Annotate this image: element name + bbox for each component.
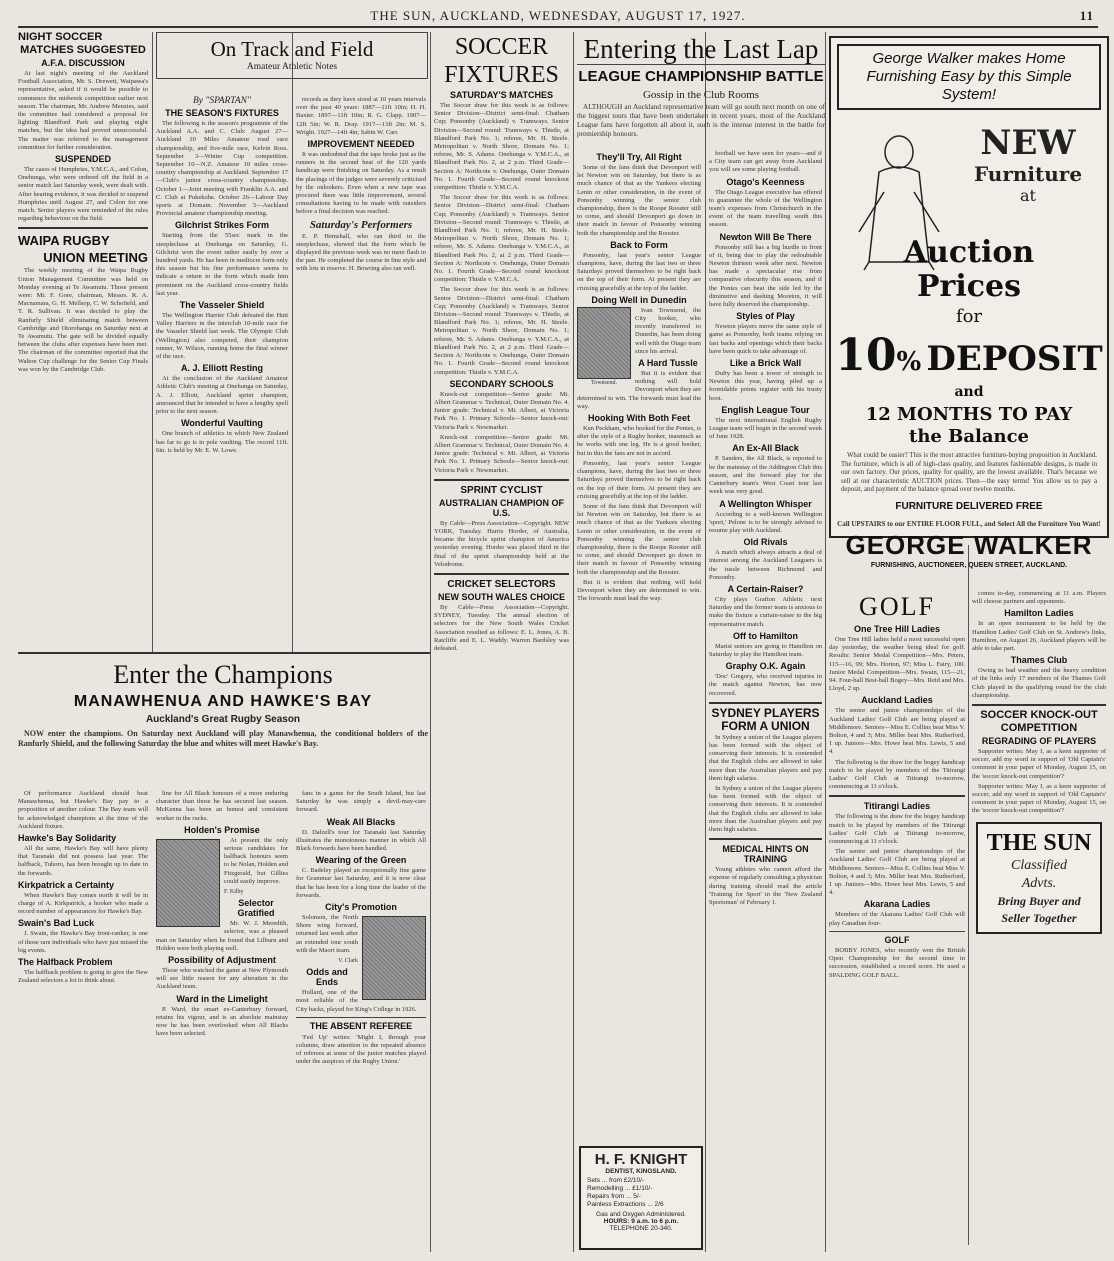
article-body: Ponsonby still has a big hurdle in front of it, being due to play the redoubtable Newton thirteen week after next. Newton has made a spectacular rise from comparative obscurity this season, and if the Ponies can beat the side led by the diminutive and dashing Moreton, it will have fully deserved the championship. bbox=[709, 243, 822, 309]
player-photo bbox=[577, 307, 631, 379]
divider bbox=[18, 652, 430, 654]
article-body: Members of the Akarana Ladies' Golf Club will play Canadian four- bbox=[829, 911, 965, 927]
article-body: J. Swain, the Hawke's Bay front-ranker, is one of those rare individuals who have just missed the big events. bbox=[18, 930, 148, 954]
ad-balance: the Balance bbox=[909, 426, 1029, 447]
subhead: Graphy O.K. Again bbox=[725, 661, 806, 672]
article-body: E. P. Hemshall, who ran third in the steeplechase, showed that the form which he displayed the previous week was no mere flash in the pan. He completed the course in fine style and with lots in reserve. H. Bowring also ran well. bbox=[296, 232, 426, 273]
article-body: In Sydney a union of the League players has been formed with the object of conserving their interests. It is contended that the English clubs are allowed to take more than the Australian players and pay them high salaries. bbox=[709, 784, 822, 833]
ad-text: TELEPHONE 20-340. bbox=[609, 1225, 673, 1232]
subhead: Gilchrist Strikes Form bbox=[174, 220, 270, 231]
subhead: English League Tour bbox=[721, 404, 810, 415]
headline: FORM A UNION bbox=[721, 718, 810, 733]
article-body: comes to-day, commencing at 11 a.m. Players will choose partners and opponents. bbox=[972, 590, 1106, 606]
subhead: One Tree Hill Ladies bbox=[853, 624, 941, 634]
subhead: City's Promotion bbox=[325, 902, 397, 913]
subhead: Gossip in the Club Rooms bbox=[642, 89, 760, 101]
subhead: Wonderful Vaulting bbox=[181, 418, 263, 429]
article-body: Young athletes who cannot afford the expense of regularly consulting a physician during training should read the article 'Training for Sport' in the 'New Zealand Sportsman' of February 1. bbox=[709, 866, 822, 906]
divider bbox=[434, 573, 569, 575]
masthead-title: THE SUN, AUCKLAND, WEDNESDAY, AUGUST 17, 1927. bbox=[370, 8, 746, 23]
article-body: Some of the fans think that Devonport will let Newton win on Saturday, but there is as much chance of that as the Yankees electing Lenin or other consideration, in the event of Ponsonby winning the senior club championship, there is the Roope Rooster still to come, and should Devonport go down in their match in favour of Ponsonby winning both the championship and the Rooster. bbox=[577, 164, 701, 237]
ad-foot: FURNISHING, AUCTIONEER, QUEEN STREET, AUCKLAND. bbox=[870, 562, 1068, 570]
ad-title: H. F. KNIGHT bbox=[594, 1151, 688, 1168]
page-number: 11 bbox=[1079, 8, 1094, 23]
subhead: Saturday's Performers bbox=[309, 218, 413, 231]
player-photo bbox=[156, 839, 220, 927]
article-body: The Soccer draw for this week is as follows: Senior Division—District semi-final: Chatham Cup; Ponsonby (Auckland) v. Tramways. Senior Division—Second round: Tramways v. Thistle, at Blandford Park No. 1; referee, Mr. H. Steele. Metropolitan v. North Shore, Domain No. 1; referee, Mr. S. Adams. Onehunga v. Y.M.C.A., at Blandford Park No. 2, at 2 p.m. Third Grade—Section A: Northcote v. Onehunga, Outer Domain No. 1. Fourth Grade—Second round knockout competition: Thistle v. Y.M.C.A. bbox=[434, 102, 569, 192]
photo-caption: Townsend. bbox=[590, 379, 618, 386]
article-body: One branch of athletics in which New Zealand has far to go is in pole vaulting. The record 11ft. 6in. is held by Mr. E. W. Lowe. bbox=[156, 430, 288, 454]
subhead: Kirkpatrick a Certainty bbox=[18, 879, 115, 890]
headline: Enter the Champions bbox=[113, 660, 333, 689]
article-body: Solomon, the North Shore wing forward, returned last week after an extended tour south with the Maori team. bbox=[296, 914, 358, 954]
subhead: Back to Form bbox=[610, 239, 668, 250]
subhead: A Wellington Whisper bbox=[719, 498, 812, 509]
article-body: D. Dalzell's tour for Taranaki last Saturday illustrates the monotonous manner in which All Black forwards have been handled. bbox=[296, 828, 426, 853]
headline: NIGHT SOCCER bbox=[18, 31, 103, 43]
player-photo bbox=[362, 916, 426, 1000]
track-field-col-b bbox=[296, 96, 426, 620]
subhead: Hamilton Ladies bbox=[1004, 608, 1074, 619]
headline-box bbox=[156, 32, 428, 79]
article-body: The Otago League executive has offered to guarantee the whole of the Wellington team's expenses from Christchurch in the event of the team travelling south this season. bbox=[709, 188, 822, 229]
sun-classified-ad: THE SUN Classified Advts. Bring Buyer and Seller Together bbox=[976, 822, 1102, 934]
article-body: 'Fed Up' writes: 'Might I, through your columns, draw attention to the repeated absence of referees at some of the junior matches played under the auspices of the Rugby Union.' bbox=[296, 1033, 426, 1066]
masthead bbox=[18, 6, 1098, 28]
article-body: 'Doc' Gregory, who received injuries in the match against Newton, has now recovered. bbox=[709, 673, 822, 697]
ad-call: Call UPSTAIRS to our ENTIRE FLOOR FULL, and Select All the Furniture You Want! bbox=[837, 520, 1101, 528]
divider bbox=[296, 1017, 426, 1018]
champions-col-b bbox=[156, 790, 288, 1250]
article-body: At last night's meeting of the Auckland Football Association, Mr. S. Drewett, Waipawa's representative, asked if it would be possible to commence the midweek competition earlier next season. The chairman, Mr. Andrew Menzies, said the committee had considered a proposal for lighting Blandford Park and playing night matches, but the idea had proved unsuccessful. The matter was referred to the management committee for further consideration. bbox=[18, 70, 148, 151]
subhead: Hooking With Both Feet bbox=[588, 413, 690, 424]
article-body: In Sydney a union of the League players has been formed with the object of conserving their interests. It is contended that the English clubs are allowed to take more than the Australian players and pay them high salaries. bbox=[709, 733, 822, 782]
column-rule bbox=[968, 545, 969, 1245]
subhead: Titirangi Ladies bbox=[863, 801, 931, 812]
subhead: Otago's Keenness bbox=[726, 176, 805, 187]
article-body: Knock-out competition—Senior grade: Mt. Albert Grammar v. Technical, Outer Domain No. 4. Junior grade: Technical v. Mt. Albert, at Victoria Park No. 1. Primary Schools—Senior knock-out: Victoria Park v. Newmarket. bbox=[434, 390, 569, 431]
ad-deposit-line: 10% DEPOSIT bbox=[835, 330, 1103, 381]
subhead: SUSPENDED bbox=[54, 154, 111, 165]
article-body: At the conclusion of the Auckland Amateur Athletic Club's meeting at Onehunga on Saturday, A. J. Elliott, Auckland sprint champion, announced that he intended to have a lengthy spell prior to the next season. bbox=[156, 375, 288, 416]
champions-col-c bbox=[296, 790, 426, 1250]
subhead: A Certain-Raiser? bbox=[727, 583, 804, 594]
divider bbox=[709, 702, 822, 704]
article-body: All the same, Hawke's Bay will have plenty that Taranaki did not possess last year. The halfback, Tuhoro, has been brought up to date in the forwards. bbox=[18, 845, 148, 877]
lead-paragraph: ALTHOUGH an Auckland representative team will go south next month on one of the biggest tours that have been undertaken in recent years, most of the Auckland League fans have forgotten all about it, such is the intense interest in the battle for premiership honours. bbox=[577, 103, 825, 138]
article-body: Marist seniors are going to Hamilton on Saturday to play the Hamilton team. bbox=[709, 642, 822, 658]
subhead: IMPROVEMENT NEEDED bbox=[307, 139, 415, 150]
article-body: The following is the draw for the bogey handicap match to be played by members of the Titirangi Ladies' Golf Club at Titirangi to-morrow, commencing at 11 o'clock. bbox=[829, 758, 965, 791]
lead-paragraph: NOW enter the champions. On Saturday next Auckland will play Manawhenua, the conditional holders of the Ranfurly Shield, and the following Saturday the blue and whites will meet Hawke's Bay. bbox=[18, 729, 428, 748]
subhead: Auckland's Great Rugby Season bbox=[145, 714, 301, 725]
champions-col-a bbox=[18, 790, 148, 1250]
article-body: Those who watched the game at New Plymouth will see little reason for any alteration in the Auckland team. bbox=[156, 967, 288, 991]
headline: SPRINT CYCLIST bbox=[460, 484, 543, 496]
article-body: But it is evident that nothing will hold Devonport when they are determined to win. The forwards must lead the way. bbox=[577, 578, 701, 603]
golf-col-b bbox=[972, 590, 1106, 1245]
subhead: Akarana Ladies bbox=[863, 899, 931, 910]
photo-caption: F. Kilby bbox=[224, 889, 244, 896]
article-body: Some of the fans think that Devonport will let Newton win on Saturday, but there is as much chance of that as the Yankees electing Lenin or other consideration, in the event of Ponsonby winning the senior club championship, there is the Roope Rooster still to come, and should Devonport go down in their match in favour of Ponsonby winning both the championship and the Rooster. bbox=[577, 502, 701, 576]
dentist-ad bbox=[579, 1146, 703, 1250]
subhead: A Hard Tussle bbox=[638, 358, 698, 369]
article-body: Of performance Auckland should beat Manawhenua, but Hawke's Bay pay to a proposition of another colour. The Bay team will be acknowledged champions at the time of the Auckland fixture. bbox=[18, 790, 148, 830]
subhead: Thames Club bbox=[1010, 655, 1068, 666]
article-body: The Wellington Harrier Club defeated the Hutt Valley Harriers in the interclub 10-mile race for the Vasseler Shield last week. The Olympic Club (Wellington) also competed, their champion runner, W. Wilson, running home the final winner of the race. bbox=[156, 312, 288, 361]
ad-months: 12 MONTHS TO PAY bbox=[865, 404, 1073, 425]
article-body: At present the only serious candidates for halfback honours seem to be Nolan, Holden and Fitzgerald, but Gillies could easily improve. bbox=[224, 836, 288, 885]
headline: MATCHES SUGGESTED bbox=[20, 44, 146, 56]
article-body: The weekly meeting of the Waipa Rugby Union Management Committee was held on Monday evening at Te Awamutu. Those present were: Mr. F. Gore, chairman, Messrs. R. A. Macnamara, G. H. Mellsop, C. W. Schofield, and T. R. Sullivan. It was decided to play the Ranfurly Shield eliminating match between Cambridge and Otorohanga on Saturday next at Te Awamutu. The gate will be divided equally between the clubs after expenses have been met. The chairman of the committee reported that the Walton Cup challenge for the Senior Cup Finals was won by the Cambridge Club. bbox=[18, 267, 148, 373]
article-body: Newton players move the same style of game as Ponsonby, both teams relying on fast backs and openings which their backs have been quick to take advantage of. bbox=[709, 323, 822, 355]
article-body: Supporter writes: May I, as a keen supporter of soccer, add my word in support of 'Old Captain's' comment in your paper of Monday, August 15, on the 'soccer knock-out competition'? bbox=[972, 748, 1106, 780]
photo-caption: V. Clark bbox=[338, 958, 358, 965]
article-body: In an open tournament to be held by the Hamilton Ladies' Golf Club on St. Andrew's links, Hamilton, on August 26, Auckland players will be able to take part. bbox=[972, 620, 1106, 653]
subhead: A. J. Elliott Resting bbox=[180, 363, 263, 374]
subhead: Off to Hamilton bbox=[733, 630, 798, 641]
ad-delivered: FURNITURE DELIVERED FREE bbox=[895, 501, 1043, 512]
subhead: Auckland Ladies bbox=[861, 695, 933, 706]
subhead: Possibility of Adjustment bbox=[168, 955, 276, 966]
ad-prices: Prices bbox=[916, 269, 1021, 304]
night-soccer-column bbox=[18, 32, 148, 650]
headline: GOLF bbox=[859, 592, 935, 621]
subhead: SATURDAY'S MATCHES bbox=[450, 90, 553, 100]
headline: Entering the Last Lap bbox=[577, 34, 825, 65]
divider bbox=[829, 795, 965, 797]
article-body: The following is the draw for the bogey handicap match to be played by members of the Titirangi Ladies' Golf Club at Titirangi to-morrow, commencing at 11 o'clock. bbox=[829, 813, 965, 846]
article-body: P. Ward, the smart ex-Canterbury forward, retains his vigour, and is an absolute mainstay now he has been overlooked when All Blacks have been selected. bbox=[156, 1005, 288, 1038]
headline: MANAWHENUA AND HAWKE'S BAY bbox=[73, 693, 373, 710]
divider bbox=[709, 838, 822, 840]
champions-header bbox=[18, 658, 428, 788]
george-walker-ad bbox=[829, 36, 1109, 538]
article-body: But it is evident that nothing will hold Devonport when they are determined to win. The forwards must lead the way. bbox=[577, 370, 701, 410]
ad-body: What could be easier? This is the most attractive furniture-buying proposition in Auckland. The furniture, which is all of high-class quality, and features fashionable designs, is made in our own factory. Our prices, quality for quality, are the lowest available. That's because we sell at our characteristic AUCTION prices. Then—the easy terms! You allow us to pay a deposit, and payment of the balance spread over twelve months. bbox=[841, 452, 1097, 493]
subhead: Weak All Blacks bbox=[326, 816, 396, 827]
article-body: The following is the season's programme of the Auckland A.A. and C. Club: August 27—Auckland 10 Miles Amateur road race championship, and five-mile race, Kelvin Ross. September 3—Winter Cup competition. September 10—N.Z. Amateur 10 miles cross-country championship at Auckland. September 17—Club's junior cross-country championship. October 1—Joint meeting with Franklin A.A. and C. Club at Pukekohe. October 26—Labour Day sports at Domain. November 5—Auckland Provincial amateur championship meeting. bbox=[156, 120, 288, 218]
subhead: Holden's Promise bbox=[184, 824, 260, 835]
headline: SYDNEY PLAYERS bbox=[711, 705, 820, 720]
article-body: The cases of Humphries, Y.M.C.A., and Colon, Onehunga, who were ordered off the field in a senior match last Saturday week, were dealt with. After hearing evidence, it was decided to suspend Humphries until August 27, and Colon for one match. Senior players were reminded of the rules regarding behaviour on the field. bbox=[18, 166, 148, 223]
ad-tagline: George Walker makes Home Furnishing Easy by this Simple System! bbox=[837, 44, 1101, 110]
divider bbox=[972, 704, 1106, 706]
subhead: REGRADING OF PLAYERS bbox=[981, 736, 1097, 747]
article-body: records as they have stood at 10 years intervals over the past 40 years: 1887—11ft 10in; H. H. Baxter. 1897—11ft 10in; R. G. Clapp. 1907—12ft 5in; W. R. Dray. 1917—13ft 2in; M. S. Wright. 1927—14ft 4in; Sabin W. Carr. bbox=[296, 96, 426, 136]
article-body: Knock-out competition—Senior grade: Mt. Albert Grammar v. Technical, Outer Domain No. 4. Junior grade: Technical v. Mt. Albert, at Victoria Park No. 1. Primary Schools—Senior knock-out: Victoria Park v. Newmarket. bbox=[434, 433, 569, 474]
article-body: Ponsonby, last year's senior League champions, have, during the last two or three Saturdays proved themselves to be right back on the top of their form. At present they are cruising gracefully at the top of the ladder. bbox=[577, 251, 701, 292]
headline: LEAGUE CHAMPIONSHIP BATTLE bbox=[578, 68, 824, 85]
ad-for: for bbox=[955, 306, 983, 327]
subhead: Styles of Play bbox=[736, 311, 795, 322]
article-body: football we have seen for years—and if a City team can get away from Auckland you will see some playing football. bbox=[709, 150, 822, 174]
subhead: A.F.A. DISCUSSION bbox=[41, 58, 125, 68]
column-rule bbox=[430, 32, 431, 1252]
ad-prices: Sets ... from £2/10/- Remodelling ... £1/10/- Repairs from ... 5/- Painless Extractions ... 2/6 bbox=[587, 1177, 664, 1208]
article-body: By Cable—Press Association—Copyright. SYDNEY, Tuesday. The annual election of selectors for the New South Wales Cricket Association resulted as follows: E. L. Jones, A. B. Ratcliffe and E. L. Waddy. Warren Bardsley was defeated. bbox=[434, 603, 569, 652]
george-walker-ad-bottom bbox=[829, 520, 1109, 571]
subhead: Amateur Athletic Notes bbox=[246, 62, 338, 72]
article-body: One Tree Hill ladies held a most successful open day yesterday, the weather being ideal for golf. Results: Senior Medal Competition—Mrs. Peters, 115—16, 99; Mrs. Horton, 97; Miss L. Fairy, 100. Junior Medal Competition—Mrs. Swain, 115—21, 94. Four-ball Best-ball Bogey—Mrs. Reid and Mrs. Lloyd, 2 up. bbox=[829, 636, 965, 693]
subhead: THE SEASON'S FIXTURES bbox=[165, 108, 279, 118]
column-rule bbox=[825, 32, 826, 1252]
subhead: NEW SOUTH WALES CHOICE bbox=[437, 591, 565, 602]
subhead: AUSTRALIAN CHAMPION OF U.S. bbox=[439, 497, 564, 518]
divider bbox=[829, 931, 965, 932]
article-body: Hollard, one of the most reliable of the City backs, played for King's College in 1926. bbox=[296, 989, 417, 1013]
article-body: BOBBY JONES, who recently won the British Open Championship for the second time in succession, established a record score. He used a SPALDING GOLF BALL. bbox=[829, 946, 965, 979]
subhead: Odds and Ends bbox=[306, 967, 348, 988]
article-body: Ivan Townsend, the City hooker, who recently transferred to Dunedin, has been doing well with the Otago team since his arrival. bbox=[635, 306, 701, 355]
subhead: Old Rivals bbox=[743, 537, 788, 548]
article-body: line for All Black honours of a more enduring character than those he has secured last season. McKenna has been an honest and consistent worker in the rucks. bbox=[156, 790, 288, 822]
subhead: Hawke's Bay Solidarity bbox=[18, 833, 117, 844]
headline: SOCCER KNOCK-OUT bbox=[980, 709, 1098, 722]
ad-name: GEORGE WALKER bbox=[845, 530, 1093, 561]
byline: By "SPARTAN" bbox=[192, 96, 252, 106]
headline: UNION MEETING bbox=[43, 250, 148, 266]
subhead: Like a Brick Wall bbox=[729, 358, 802, 369]
ad-subtitle: DENTIST, KINGSLAND. bbox=[605, 1168, 677, 1175]
golf-col-a bbox=[829, 590, 965, 1245]
ad-text: HOURS: 9 a.m. to 6 p.m. bbox=[603, 1218, 679, 1225]
subhead: They'll Try, All Right bbox=[596, 152, 682, 162]
last-lap-col-a bbox=[577, 150, 701, 1250]
subhead: The Vasseler Shield bbox=[179, 300, 265, 311]
divider bbox=[18, 227, 148, 229]
article-body: A match which always attracts a deal of interest among the Auckland Leaguers is the tussle between Richmond and Ponsonby. bbox=[709, 549, 822, 581]
article-body: When Hawke's Bay comes north it will be in charge of A. Kirkpatrick, a hooker who made a record number of appearances for Hawke's Bay. bbox=[18, 891, 148, 916]
subhead: Selector Gratified bbox=[237, 898, 275, 919]
subhead: Doing Well in Dunedin bbox=[591, 294, 687, 305]
article-body: fans in a game for the South Island, but last Saturday he was simply a devil-may-care forward. bbox=[296, 790, 426, 814]
ad-text: Gas and Oxygen Administered. bbox=[596, 1211, 686, 1218]
subhead: Swain's Bad Luck bbox=[18, 918, 95, 929]
article-body: According to a well-known Wellington 'sport,' Pelone is to be strongly advised to resume play with Auckland. bbox=[709, 510, 822, 534]
headline: FIXTURES bbox=[444, 62, 559, 88]
ad-new-block: NEW Furniture at bbox=[973, 123, 1083, 205]
track-field-col-a bbox=[156, 96, 288, 650]
ad-auction: Auction bbox=[903, 235, 1035, 270]
article-body: City plays Grafton Athletic next Saturday and the former team is anxious to make the fixture a curtain-raiser to the big representative match. bbox=[709, 595, 822, 628]
article-body: The senior and junior championships of the Auckland Ladies' Golf Club are being played at Middlemore. Seniors—Miss E. Collins beat Miss V. Bolton, 4 and 3; Mrs. Miller beat Mrs. Rutherford, 1 up. Juniors—Mrs. Howe beat Mrs. Lewis, 5 and 4. bbox=[829, 707, 965, 756]
article-body: C. Badeley played an exceptionally fine game for Grammar last Saturday, and it is now clear that he has been for a long time the leader of the forwards. bbox=[296, 867, 426, 899]
article-body: Owing to bad weather and the heavy condition of the links only 17 members of the Thames Golf Club played in the qualifying round for the club championship. bbox=[972, 667, 1106, 699]
subhead: An Ex-All Black bbox=[732, 443, 799, 454]
subhead: Newton Will Be There bbox=[719, 231, 812, 242]
soccer-fixtures-column bbox=[434, 32, 569, 1252]
subhead: The Halfback Problem bbox=[18, 957, 113, 968]
headline: COMPETITION bbox=[1000, 722, 1078, 735]
subhead: Ward in the Limelight bbox=[176, 993, 268, 1004]
headline: CRICKET SELECTORS bbox=[447, 578, 556, 590]
ad-and: and bbox=[954, 384, 984, 400]
headline: THE ABSENT REFEREE bbox=[309, 1020, 413, 1031]
divider bbox=[434, 479, 569, 481]
subhead: SECONDARY SCHOOLS bbox=[449, 378, 554, 389]
article-body: By Cable—Press Association—Copyright. NEW YORK, Tuesday. Harris Horder, of Australia, became the bicycle sprint champion of America yesterday evening. Horder was placed third in the final of the sprint championship held at the Velodrome. bbox=[434, 519, 569, 568]
subhead: Wearing of the Green bbox=[315, 855, 407, 866]
article-body: The Soccer draw for this week is as follows: Senior Division—District semi-final: Chatham Cup; Ponsonby (Auckland) v. Tramways. Senior Division—Second round: Tramways v. Thistle, at Blandford Park No. 1; referee, Mr. H. Steele. Metropolitan v. North Shore, Domain No. 1; referee, Mr. S. Adams. Onehunga v. Y.M.C.A., at Blandford Park No. 2, at 2 p.m. Third Grade—Section A: Northcote v. Onehunga, Outer Domain No. 1. Fourth Grade—Second round knockout competition: Thistle v. Y.M.C.A. bbox=[434, 194, 569, 284]
column-rule bbox=[292, 32, 293, 652]
headline: SOCCER bbox=[454, 34, 549, 60]
headline: WAIPA RUGBY bbox=[18, 233, 110, 249]
column-rule bbox=[573, 32, 574, 1252]
article-body: Ponsonby, last year's senior League champions, have, during the last two or three Saturdays proved themselves to be right back on the top of their form. At present they are cruising gracefully at the top of the ladder. bbox=[577, 459, 701, 500]
subhead: MEDICAL HINTS ON TRAINING bbox=[722, 844, 809, 865]
column-rule bbox=[152, 32, 153, 652]
article-body: Starting from the 55sec mark in the steeplechase at Onehunga on Saturday, G. Gilchrist won the event rather easily by over a hundred yards. He has been in mediocre form only this season but his fine performance seems to indicate a return to the form which made him prominent on the Auckland cross-country fields last year. bbox=[156, 232, 288, 297]
article-body: P. Sanders, the All Black, is reported to be the mainstay of the Addington Club this season, and the forward play for the Canterbury team's West Coast tour last week was very good. bbox=[709, 455, 822, 496]
last-lap-col-b bbox=[709, 150, 822, 1250]
column-rule bbox=[705, 32, 706, 1252]
last-lap-header bbox=[577, 32, 825, 142]
article-body: It was undoubted that the tape broke just as the runners in the second heat of the 120 yards handicap were finishing on Saturday. As a result the placings of the judges were severely criticised by the onlookers. Even when a new tape was procured there was little improvement, several consultations having to be made with outsiders before a final decision was reached. bbox=[296, 151, 426, 216]
article-body: The senior and junior championships of the Auckland Ladies' Golf Club are being played at Middlemore. Seniors—Miss E. Collins beat Miss V. Bolton, 4 and 3; Mrs. Miller beat Mrs. Rutherford, 1 up. Juniors—Mrs. Howe beat Mrs. Lewis, 5 and 4. bbox=[829, 848, 965, 897]
article-body: Ken Peckham, who hooked for the Ponies, is after the style of a Rugby hooker, inasmuch as he works with one leg. He is a good hooker, but in this the fans are not in accord. bbox=[577, 425, 701, 457]
article-body: The Soccer draw for this week is as follows: Senior Division—District semi-final: Chatham Cup; Ponsonby (Auckland) v. Tramways. Senior Division—Second round: Tramways v. Thistle, at Blandford Park No. 1; referee, Mr. H. Steele. Metropolitan v. North Shore, Domain No. 1; referee, Mr. S. Adams. Onehunga v. Y.M.C.A., at Blandford Park No. 2, at 2 p.m. Third Grade—Section A: Northcote v. Onehunga, Outer Domain No. 1. Fourth Grade—Second round knockout competition: Thistle v. Y.M.C.A. bbox=[434, 286, 569, 376]
subhead: GOLF bbox=[884, 934, 910, 945]
article-body: Supporter writes: May I, as a keen supporter of soccer, add my word in support of 'Old Captain's' comment in your paper of Monday, August 15, on the 'soccer knock-out competition'? bbox=[972, 782, 1106, 815]
headline: On Track and Field bbox=[210, 37, 374, 61]
article-body: Dufty has been a tower of strength to Newton this year, having piled up a formidable points register with his trusty boot. bbox=[709, 370, 822, 402]
article-body: Mr. W. J. Meredith, selector, was a pleased man on Saturday when he found that Lilburn and Holden were both playing well. bbox=[156, 920, 288, 952]
article-body: The next international English Rugby League team will begin in the second week of June 1928. bbox=[709, 416, 822, 441]
article-body: The halfback problem is going to give the New Zealand selectors a lot to think about. bbox=[18, 969, 148, 985]
